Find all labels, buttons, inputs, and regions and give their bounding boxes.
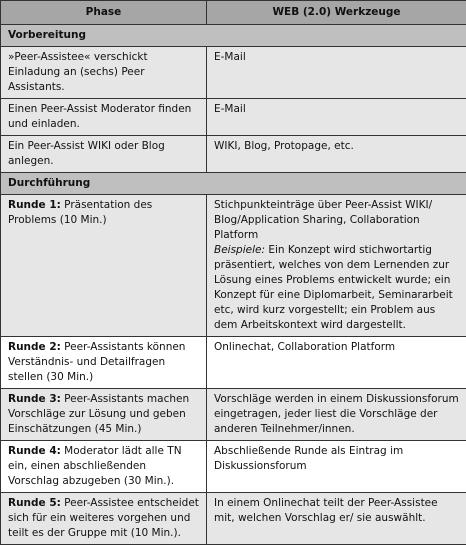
phase-text: Peer-Assistee entscheidet sich für ein weiteres vorgehen und teilt es der Gruppe mit (10 Min.). — [8, 497, 199, 539]
phase-text: Peer-Assistants können Verständnis- und Detailfragen stellen (30 Min.) — [8, 341, 185, 383]
phase-cell — [1, 493, 207, 545]
tools-cell: Vorschläge werden in einem Diskussionsforum eingetragen, jeder liest die Vorschläge der anderen Teilnehmer/innen. — [207, 389, 466, 441]
phase-cell — [1, 389, 207, 441]
table-row — [1, 493, 466, 545]
tools-cell: Onlinechat, Collaboration Platform — [207, 337, 466, 389]
section-row — [1, 25, 466, 47]
tools-cell: E-Mail — [207, 99, 466, 136]
phase-cell — [1, 337, 207, 389]
phase-cell — [1, 441, 207, 493]
section-row — [1, 173, 466, 195]
table-row — [1, 195, 466, 337]
phase-cell: Einen Peer-Assist Moderator finden und einladen. — [1, 99, 207, 136]
section-durchfuehrung: Durchführung — [1, 173, 466, 195]
table-row — [1, 136, 466, 173]
header-tools: WEB (2.0) Werkzeuge — [207, 1, 466, 25]
table-row — [1, 337, 466, 389]
round-label: Runde 1: — [8, 199, 61, 211]
tools-cell — [207, 195, 466, 337]
phase-text: Peer-Assistants machen Vorschläge zur Lösung und geben Einschätzungen (45 Min.) — [8, 393, 189, 435]
round-label: Runde 3: — [8, 393, 61, 405]
phase-cell — [1, 195, 207, 337]
tools-cell: E-Mail — [207, 47, 466, 99]
phase-text: Moderator lädt alle TN ein, einen abschließenden Vorschlag abzugeben (30 Min.). — [8, 445, 182, 487]
section-vorbereitung: Vorbereitung — [1, 25, 466, 47]
table-row — [1, 99, 466, 136]
phase-text: Präsentation des Problems (10 Min.) — [8, 199, 152, 226]
header-phase: Phase — [1, 1, 207, 25]
example-label: Beispiele: — [214, 244, 265, 256]
phase-cell: »Peer-Assistee« verschickt Einladung an (sechs) Peer Assistants. — [1, 47, 207, 99]
tools-cell: Abschließende Runde als Eintrag im Diskussionsforum — [207, 441, 466, 493]
example-text: Ein Konzept wird stichwortartig präsentiert, welches von dem Lernenden zur Lösung eines Problems entwickelt wurde; ein Konzept für eine Diplomarbeit, Seminararbeit etc, wird kurz vorgestellt; ein Problem aus dem Arbeitskontext wird dargestellt. — [214, 244, 453, 331]
tools-text: Stichpunkteinträge über Peer-Assist WIKI/ Blog/Application Sharing, Collaboration Platform — [214, 199, 432, 241]
phase-cell: Ein Peer-Assist WIKI oder Blog anlegen. — [1, 136, 207, 173]
table-row — [1, 389, 466, 441]
round-label: Runde 2: — [8, 341, 61, 353]
tools-cell: In einem Onlinechat teilt der Peer-Assistee mit, welchen Vorschlag er/ sie auswählt. — [207, 493, 466, 545]
table-row — [1, 441, 466, 493]
table-row — [1, 47, 466, 99]
round-label: Runde 4: — [8, 445, 61, 457]
header-row — [1, 1, 466, 25]
tools-cell: WIKI, Blog, Protopage, etc. — [207, 136, 466, 173]
round-label: Runde 5: — [8, 497, 61, 509]
